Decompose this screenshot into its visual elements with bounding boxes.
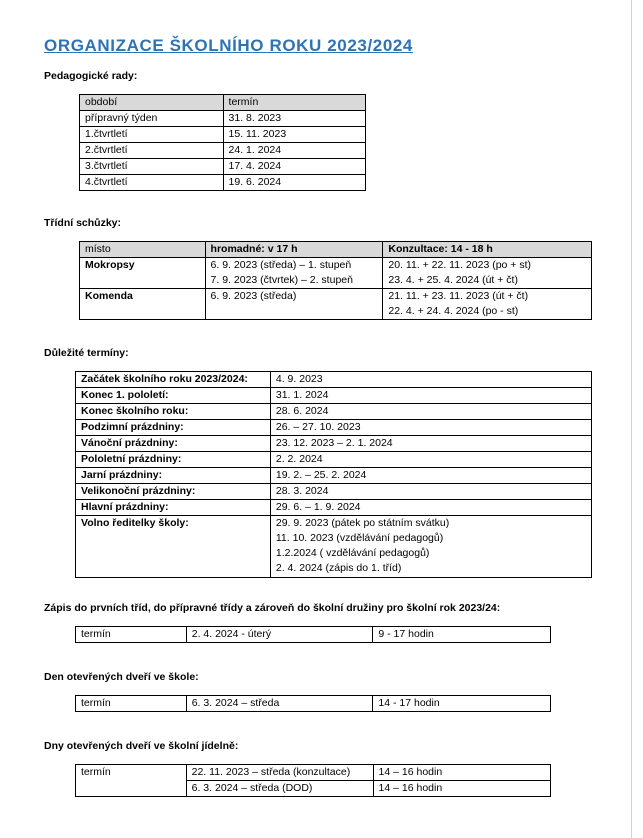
table-row	[80, 159, 366, 175]
cell-label: Velikonoční prázdniny:	[76, 484, 271, 500]
table-row	[80, 175, 366, 191]
cell: 3.čtvrtletí	[80, 159, 224, 175]
cell: 6. 3. 2024 – středa (DOD)	[186, 781, 373, 797]
cell: 19. 6. 2024	[223, 175, 365, 191]
volno-line: 2. 4. 2024 (zápis do 1. tříd)	[275, 562, 402, 574]
cell-group	[205, 258, 383, 289]
table-row	[76, 404, 592, 420]
col-header: Konzultace: 14 - 18 h	[383, 242, 592, 258]
table-row	[80, 127, 366, 143]
page-title: ORGANIZACE ŠKOLNÍHO ROKU 2023/2024	[44, 36, 413, 55]
cell: 2. 4. 2024 - úterý	[186, 627, 373, 643]
cell-value: 28. 3. 2024	[270, 484, 591, 500]
cell: termín	[76, 696, 187, 712]
group-line: 7. 9. 2023 (čtvrtek) – 2. stupeň	[210, 274, 353, 286]
group-line: 6. 9. 2023 (středa) – 1. stupeň	[210, 259, 352, 271]
table-row	[76, 388, 592, 404]
col-header: období	[80, 95, 224, 111]
cell: 4.čtvrtletí	[80, 175, 224, 191]
den-heading: Den otevřených dveří ve škole:	[44, 671, 199, 683]
table-row	[76, 627, 551, 643]
cell-value: 31. 1. 2024	[270, 388, 591, 404]
den-table	[75, 695, 551, 712]
cell-place: Komenda	[80, 289, 206, 320]
dny-heading: Dny otevřených dveří ve školní jídelně:	[44, 740, 239, 752]
table-row	[76, 484, 592, 500]
table-row	[76, 765, 551, 781]
cell: termín	[76, 627, 187, 643]
cell: termín	[76, 765, 187, 797]
table-row	[76, 436, 592, 452]
cell-label: Podzimní prázdniny:	[76, 420, 271, 436]
cell-value: 26. – 27. 10. 2023	[270, 420, 591, 436]
cell-consult	[383, 258, 592, 289]
table-header-row	[80, 95, 366, 111]
consult-line: 23. 4. + 25. 4. 2024 (út + čt)	[388, 274, 518, 286]
cell: 24. 1. 2024	[223, 143, 365, 159]
cell-value: 4. 9. 2023	[270, 372, 591, 388]
cell-label: Konec školního roku:	[76, 404, 271, 420]
tridni-heading: Třídní schůzky:	[44, 217, 122, 229]
cell: 9 - 17 hodin	[373, 627, 551, 643]
volno-line: 11. 10. 2023 (vzdělávání pedagogů)	[275, 532, 444, 544]
cell-value: 28. 6. 2024	[270, 404, 591, 420]
cell: 1.čtvrtletí	[80, 127, 224, 143]
table-row	[76, 696, 551, 712]
cell-value: 23. 12. 2023 – 2. 1. 2024	[270, 436, 591, 452]
table-row	[80, 143, 366, 159]
cell-consult	[383, 289, 592, 320]
volno-line: 1.2.2024 ( vzdělávání pedagogů)	[275, 547, 430, 559]
col-header: hromadné: v 17 h	[205, 242, 383, 258]
consult-line: 22. 4. + 24. 4. 2024 (po - st)	[388, 305, 519, 317]
ped-table	[79, 94, 366, 191]
dny-table	[75, 764, 551, 797]
table-row	[80, 258, 592, 289]
cell-value: 29. 6. – 1. 9. 2024	[270, 500, 591, 516]
cell-place: Mokropsy	[80, 258, 206, 289]
col-header: místo	[80, 242, 206, 258]
cell-label: Pololetní prázdniny:	[76, 452, 271, 468]
cell-value: 2. 2. 2024	[270, 452, 591, 468]
table-row	[80, 289, 592, 320]
cell: 14 - 17 hodin	[373, 696, 551, 712]
group-line: 6. 9. 2023 (středa)	[210, 290, 297, 302]
table-row	[76, 516, 592, 578]
table-row	[76, 372, 592, 388]
cell: 6. 3. 2024 – středa	[186, 696, 373, 712]
cell: 2.čtvrtletí	[80, 143, 224, 159]
cell-value	[270, 516, 591, 578]
col-header: termín	[223, 95, 365, 111]
cell-label: Vánoční prázdniny:	[76, 436, 271, 452]
table-row	[76, 420, 592, 436]
table-header-row	[80, 242, 592, 258]
cell: přípravný týden	[80, 111, 224, 127]
zapis-heading: Zápis do prvních tříd, do přípravné třídy a zároveň do školní družiny pro školní rok 2023/24:	[44, 602, 501, 614]
cell: 14 – 16 hodin	[373, 781, 550, 797]
page-edge	[631, 0, 632, 838]
cell-label: Konec 1. pololetí:	[76, 388, 271, 404]
cell-label: Volno ředitelky školy:	[76, 516, 271, 578]
cell: 15. 11. 2023	[223, 127, 365, 143]
cell-label: Jarní prázdniny:	[76, 468, 271, 484]
tridni-table	[79, 241, 592, 320]
table-row	[76, 500, 592, 516]
zapis-table	[75, 626, 551, 643]
cell: 31. 8. 2023	[223, 111, 365, 127]
ped-heading: Pedagogické rady:	[44, 70, 138, 82]
consult-line: 20. 11. + 22. 11. 2023 (po + st)	[388, 259, 532, 271]
table-row	[76, 452, 592, 468]
cell: 14 – 16 hodin	[373, 765, 550, 781]
cell-label: Začátek školního roku 2023/2024:	[76, 372, 271, 388]
volno-line: 29. 9. 2023 (pátek po státním svátku)	[275, 517, 450, 529]
consult-line: 21. 11. + 23. 11. 2023 (út + čt)	[388, 290, 529, 302]
dulezite-table	[75, 371, 592, 578]
dulezite-heading: Důležité termíny:	[44, 347, 129, 359]
table-row	[80, 111, 366, 127]
cell: 22. 11. 2023 – středa (konzultace)	[186, 765, 373, 781]
cell-label: Hlavní prázdniny:	[76, 500, 271, 516]
cell-group	[205, 289, 383, 320]
cell-value: 19. 2. – 25. 2. 2024	[270, 468, 591, 484]
table-row	[76, 468, 592, 484]
cell: 17. 4. 2024	[223, 159, 365, 175]
